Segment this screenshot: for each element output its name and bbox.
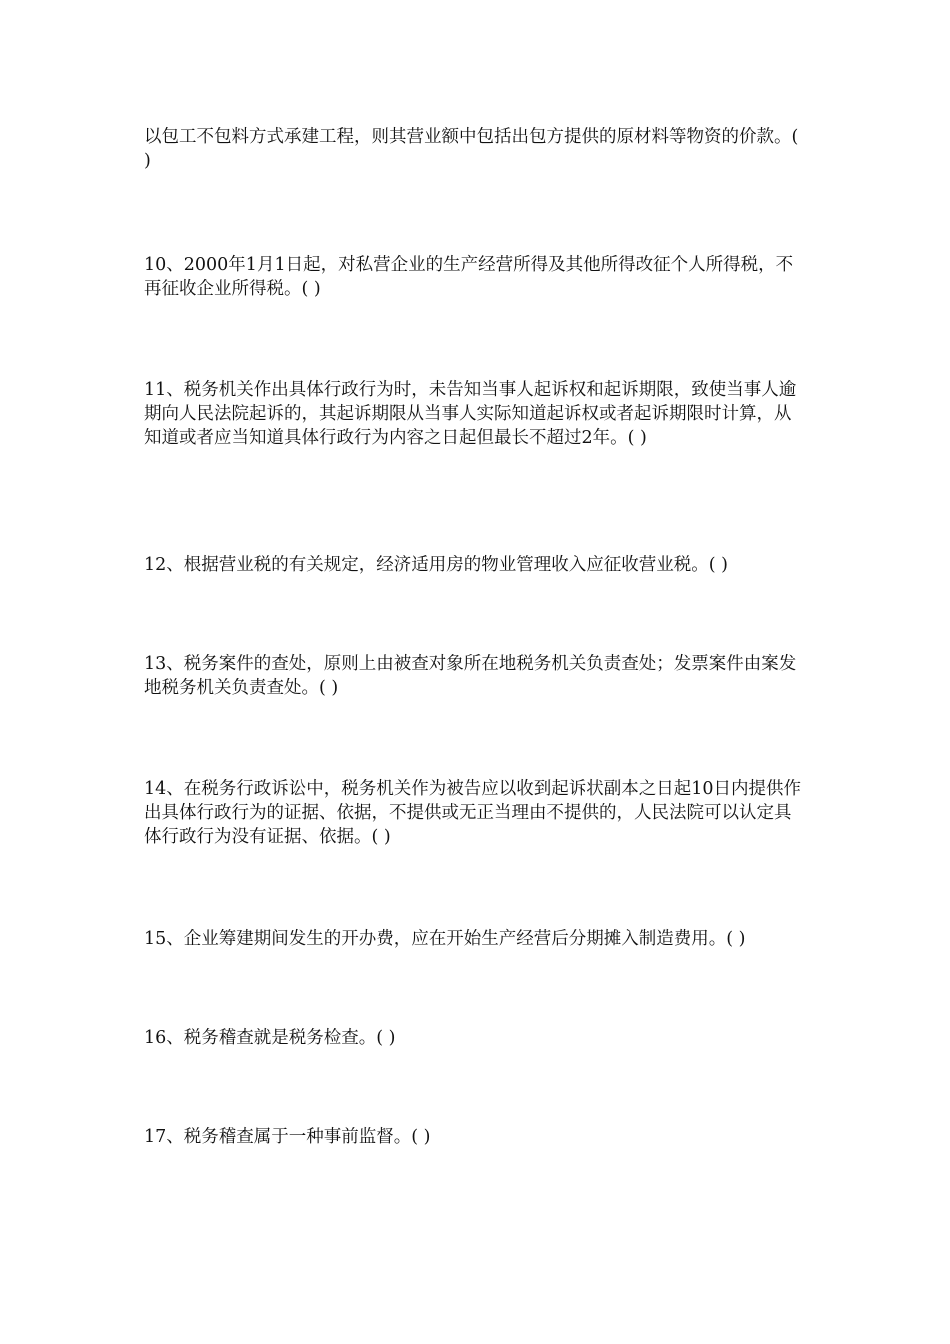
- question-16: 16、税务稽查就是税务检查。( ): [144, 1028, 396, 1048]
- question-paragraph: 以包工不包料方式承建工程，则其营业额中包括出包方提供的原材料等物资的价款。( ): [144, 127, 799, 171]
- question-11: 11、税务机关作出具体行政行为时，未告知当事人起诉权和起诉期限，致使当事人逾期向人民法院起诉的，其起诉期限从当事人实际知道起诉权或者起诉期限时计算，从知道或者应当知道具体行政行为内容之日起但最长不超过2年。( ): [144, 380, 797, 448]
- question-14: 14、在税务行政诉讼中，税务机关作为被告应以收到起诉状副本之日起10日内提供作出具体行政行为的证据、依据，不提供或无正当理由不提供的，人民法院可以认定具体行政行为没有证据、依据。( ): [144, 779, 802, 847]
- question-10: 10、2000年1月1日起，对私营企业的生产经营所得及其他所得改征个人所得税，不再征收企业所得税。( ): [144, 255, 794, 299]
- question-12: 12、根据营业税的有关规定，经济适用房的物业管理收入应征收营业税。( ): [144, 555, 728, 575]
- question-15: 15、企业筹建期间发生的开办费，应在开始生产经营后分期摊入制造费用。( ): [144, 929, 746, 949]
- question-13: 13、税务案件的查处，原则上由被查对象所在地税务机关负责查处；发票案件由案发地税务机关负责查处。( ): [144, 654, 797, 698]
- question-17: 17、税务稽查属于一种事前监督。( ): [144, 1127, 431, 1147]
